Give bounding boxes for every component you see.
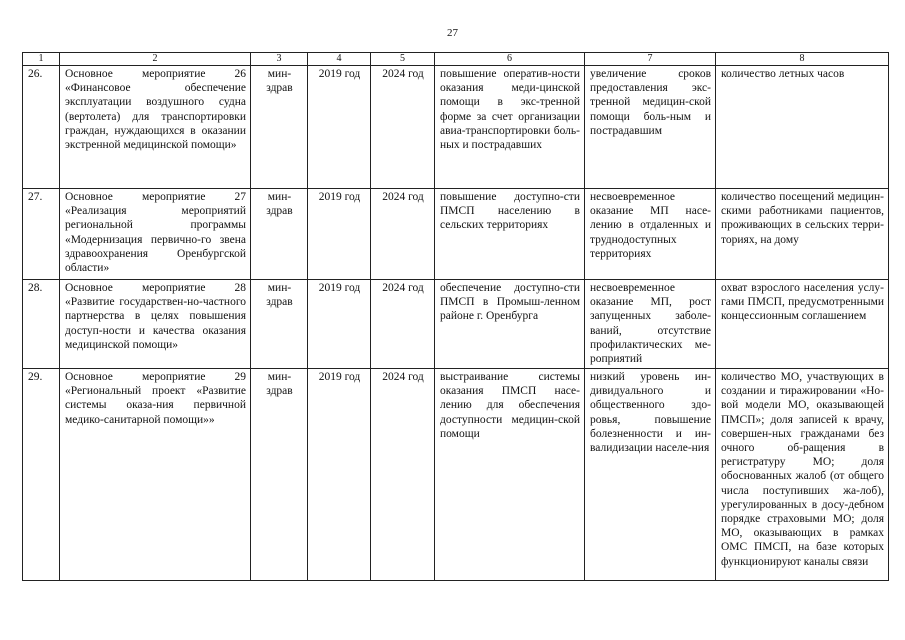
indicators-cell: количество посещений медицин-скими работниками пациентов, проживающих в сельских терри-ториях, на дому <box>716 189 889 280</box>
column-header: 3 <box>251 53 308 66</box>
row-number: 28. <box>23 280 60 369</box>
end-year-cell: 2024 год <box>371 369 435 581</box>
measure-cell: Основное мероприятие 27 «Реализация мероприятий региональной программы «Модернизация первично-го звена здравоохранения Оренбургской области» <box>60 189 251 280</box>
measure-cell: Основное мероприятие 28 «Развитие государствен-но-частного партнерства в целях повышения доступ-ности и качества оказания медицинской помощи» <box>60 280 251 369</box>
table-row <box>23 189 889 280</box>
start-year-cell: 2019 год <box>308 66 371 189</box>
end-year-cell: 2024 год <box>371 189 435 280</box>
column-header: 1 <box>23 53 60 66</box>
start-year-cell: 2019 год <box>308 369 371 581</box>
result-cell: обеспечение доступно-сти ПМСП в Промыш-ленном районе г. Оренбурга <box>435 280 585 369</box>
executor-cell: мин-здрав <box>251 189 308 280</box>
column-header: 6 <box>435 53 585 66</box>
row-number: 27. <box>23 189 60 280</box>
column-header: 2 <box>60 53 251 66</box>
consequences-cell: несвоевременное оказание МП насе-лению в отдаленных и труднодоступных территориях <box>585 189 716 280</box>
executor-cell: мин-здрав <box>251 280 308 369</box>
table-row <box>23 280 889 369</box>
consequences-cell: несвоевременное оказание МП, рост запущенных заболе-ваний, отсутствие профилактических ме-роприятий <box>585 280 716 369</box>
measure-cell: Основное мероприятие 29 «Региональный проект «Развитие системы оказа-ния первичной медико-санитарной помощи»» <box>60 369 251 581</box>
indicators-cell: охват взрослого населения услу-гами ПМСП, предусмотренными концессионным соглашением <box>716 280 889 369</box>
row-number: 29. <box>23 369 60 581</box>
row-number: 26. <box>23 66 60 189</box>
indicators-cell: количество летных часов <box>716 66 889 189</box>
table-row <box>23 369 889 581</box>
column-header: 4 <box>308 53 371 66</box>
consequences-cell: увеличение сроков предоставления экс-тренной медицин-ской помощи боль-ным и пострадавшим <box>585 66 716 189</box>
result-cell: повышение доступно-сти ПМСП населению в сельских территориях <box>435 189 585 280</box>
measure-cell: Основное мероприятие 26 «Финансовое обеспечение эксплуатации воздушного судна (вертолета) для транспортировки граждан, нуждающихся в оказании экстренной медицинской помощи» <box>60 66 251 189</box>
executor-cell: мин-здрав <box>251 66 308 189</box>
column-header: 8 <box>716 53 889 66</box>
consequences-cell: низкий уровень ин-дивидуального и общественного здо-ровья, повышение болезненности и ин-валидизации населе-ния <box>585 369 716 581</box>
executor-cell: мин-здрав <box>251 369 308 581</box>
table-row <box>23 66 889 189</box>
column-number-row <box>23 53 889 66</box>
page-number: 27 <box>447 27 458 39</box>
start-year-cell: 2019 год <box>308 189 371 280</box>
end-year-cell: 2024 год <box>371 280 435 369</box>
start-year-cell: 2019 год <box>308 280 371 369</box>
column-header: 5 <box>371 53 435 66</box>
indicators-cell: количество МО, участвующих в создании и тиражировании «Но-вой модели МО, оказывающей ПМСП»; доля записей к врачу, совершен-ных гражданами без очного об-ращения в регистратуру МО; доля обоснованных жалоб (от общего числа поступивших жа-лоб), урегулированных в досу-дебном порядке страховыми МО; доля МО, оказывающих в рамках ОМС ПМСП, на базе которых функционируют каналы связи <box>716 369 889 581</box>
measures-table <box>22 52 889 581</box>
result-cell: повышение оператив-ности оказания меди-цинской помощи в экс-тренной форме за счет организации авиа-транспортировки боль-ных и пострадавших <box>435 66 585 189</box>
result-cell: выстраивание системы оказания ПМСП насе-лению для обеспечения доступности медицин-ской помощи <box>435 369 585 581</box>
end-year-cell: 2024 год <box>371 66 435 189</box>
column-header: 7 <box>585 53 716 66</box>
